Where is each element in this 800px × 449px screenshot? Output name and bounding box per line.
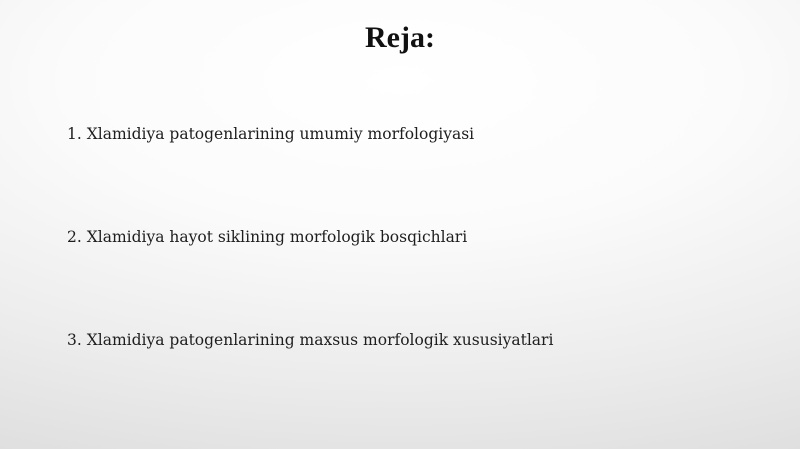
plan-item-2: 2. Xlamidiya hayot siklining morfologik bosqichlari [67, 228, 468, 246]
plan-item-1: 1. Xlamidiya patogenlarining umumiy morfologiyasi [67, 125, 475, 143]
plan-item-3: 3. Xlamidiya patogenlarining maxsus morfologik xususiyatlari [67, 331, 554, 349]
slide-title: Reja: [365, 21, 435, 54]
